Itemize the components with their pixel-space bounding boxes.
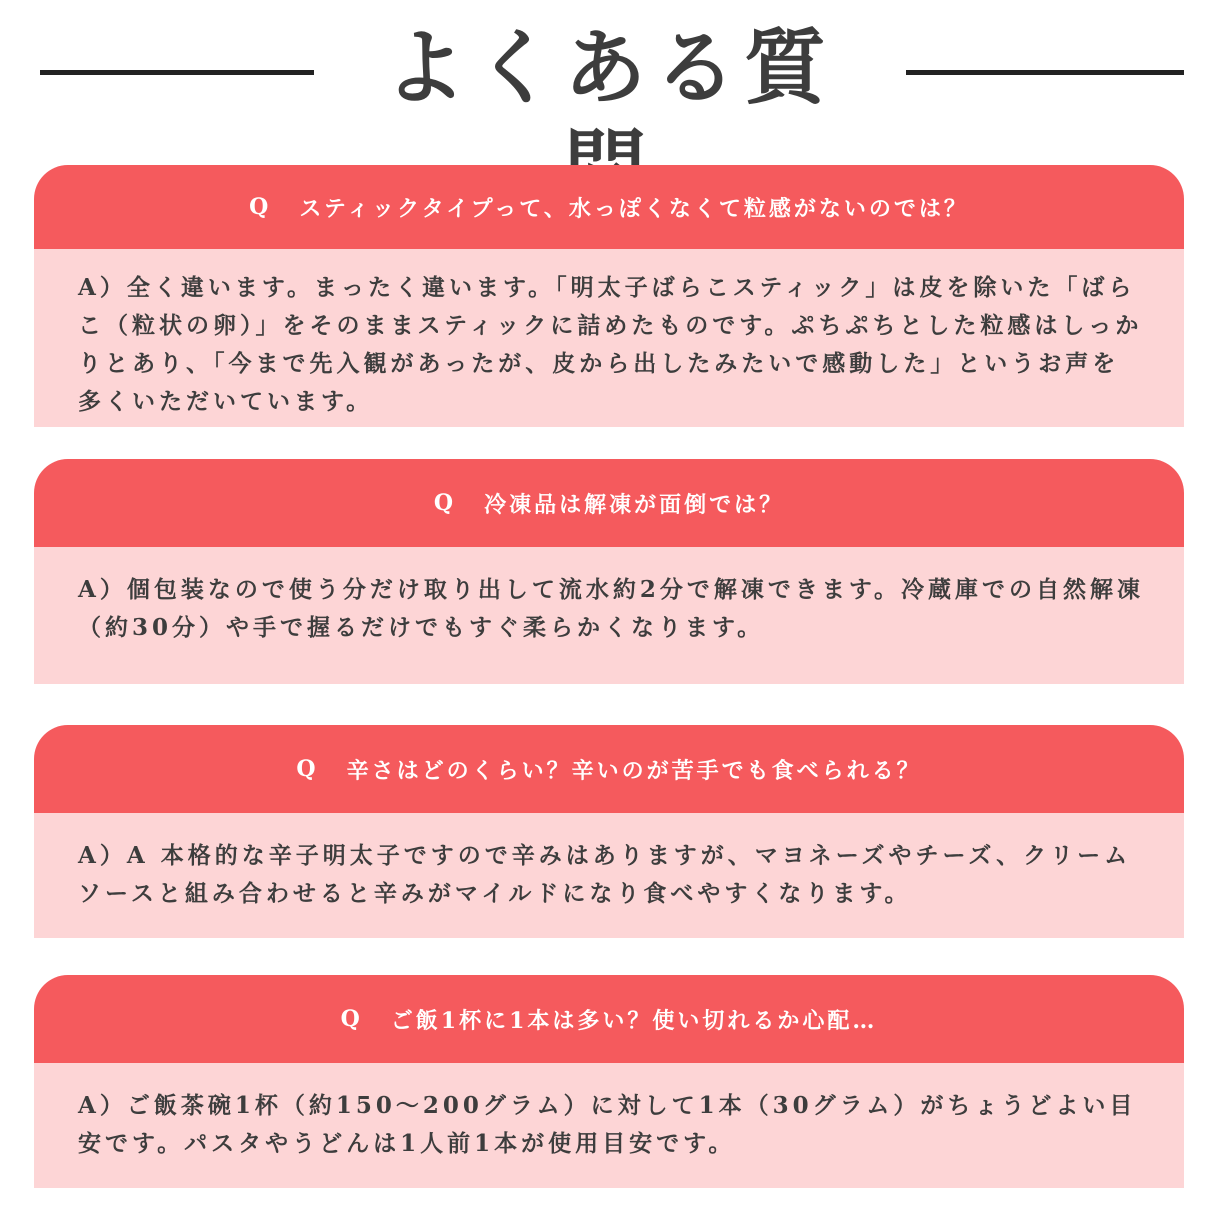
faq-question-bar [34, 459, 1184, 547]
faq-answer: A）A 本格的な辛子明太子ですので辛みはありますが、マヨネーズやチーズ、クリームソースと組み合わせると辛みがマイルドになり食べやすくなります。 [34, 813, 1184, 938]
question-mark-label: Q [249, 194, 272, 220]
header-rule-left [40, 70, 314, 75]
faq-item-4 [34, 975, 1184, 1188]
faq-answer: A）全く違います。まったく違います。「明太子ばらこスティック」は皮を除いた「ばらこ（粒状の卵）」をそのままスティックに詰めたものです。ぷちぷちとした粒感はしっかりとあり、「今まで先入観があったが、皮から出したみたいで感動した」というお声を多くいただいています。 [34, 249, 1184, 427]
faq-question-text: スティックタイプって、水っぽくなくて粒感がないのでは？ [299, 195, 969, 222]
page-title: よくある質 [383, 20, 834, 116]
question-mark-label: Q [296, 756, 319, 782]
faq-item-3 [34, 725, 1184, 938]
faq-item-1 [34, 165, 1184, 427]
faq-question-text: 冷凍品は解凍が面倒では？ [484, 491, 785, 518]
faq-answer: A）ご飯茶碗1杯（約150〜200グラム）に対して1本（30グラム）がちょうどよい目安です。パスタやうどんは1人前1本が使用目安です。 [34, 1063, 1184, 1188]
faq-question-bar [34, 165, 1184, 249]
faq-question-text: ご飯1杯に1本は多い？使い切れるか心配… [390, 1007, 878, 1034]
faq-question-bar [34, 975, 1184, 1063]
faq-answer: A）個包装なので使う分だけ取り出して流水約2分で解凍できます。冷蔵庫での自然解凍（約30分）や手で握るだけでもすぐ柔らかくなります。 [34, 547, 1184, 684]
question-mark-label: Q [340, 1006, 363, 1032]
faq-item-2 [34, 459, 1184, 684]
faq-header [0, 0, 1218, 130]
faq-question-text: 辛さはどのくらい？辛いのが苦手でも食べられる？ [346, 757, 922, 784]
header-rule-right [906, 70, 1184, 75]
question-mark-label: Q [433, 490, 457, 516]
faq-question-bar [34, 725, 1184, 813]
